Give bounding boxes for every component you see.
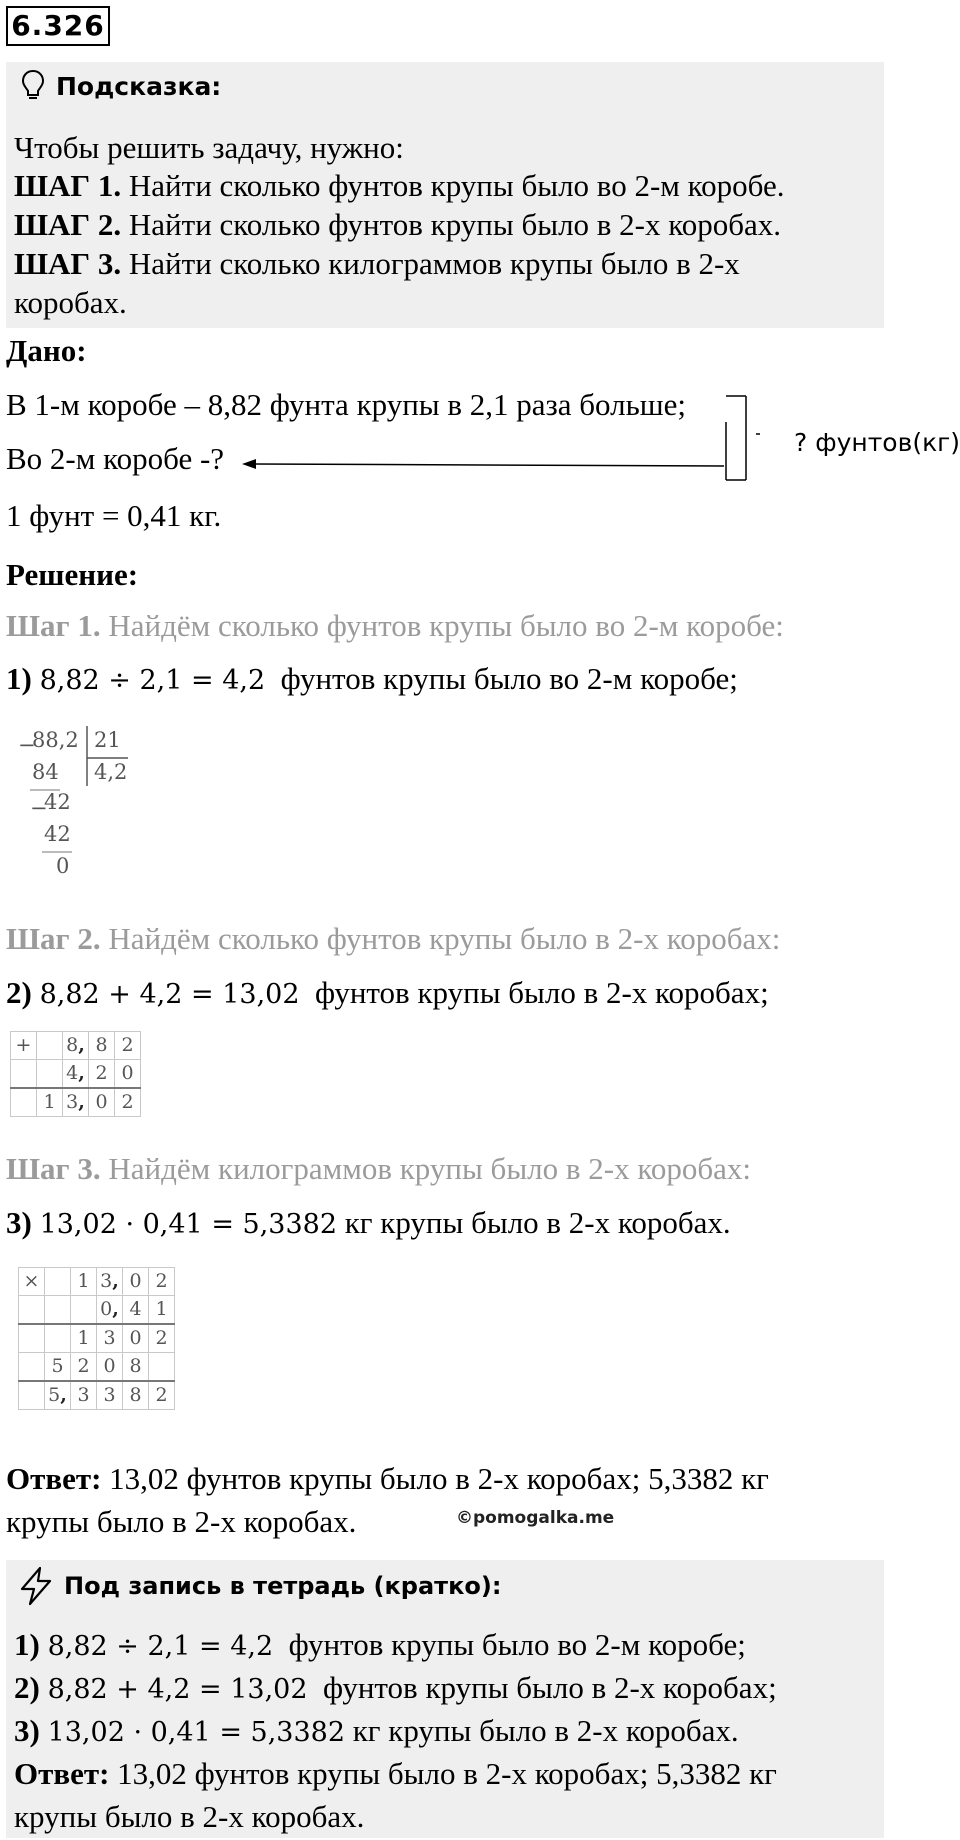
multiplication-grid-cell [45, 1268, 71, 1296]
multiplication-grid [18, 1267, 175, 1410]
notebook-answer-2: крупы было в 2-х коробах. [14, 1799, 365, 1834]
lightbulb-icon [20, 68, 46, 102]
multiplication-grid-cell: 3 [71, 1381, 97, 1410]
multiplication-grid-cell [45, 1296, 71, 1325]
problem-number: 6.326 [6, 6, 110, 46]
hint-intro: Чтобы решить задачу, нужно: [14, 130, 404, 165]
multiplication-grid-cell [45, 1324, 71, 1353]
multiplication-grid-cell: 1 [71, 1324, 97, 1353]
multiplication-grid-cell: × [19, 1268, 45, 1296]
answer-line-1: Ответ: 13,02 фунтов крупы было в 2-х коробах; 5,3382 кг [6, 1461, 769, 1496]
notebook-line-3: 3) 13,02 · 0,41 = 5,3382 кг крупы было в 2-х коробах. [14, 1713, 739, 1748]
step-2-heading: Шаг 2. Найдём сколько фунтов крупы было в 2-х коробах: [6, 921, 781, 956]
multiplication-grid-cell: 2 [149, 1268, 175, 1296]
hint-step-2: ШАГ 2. Найти сколько фунтов крупы было в 2-х коробах. [14, 207, 782, 242]
step-1-calc: 1) 8,82 ÷ 2,1 = 4,2 фунтов крупы было во 2-м коробе; [6, 661, 738, 696]
hint-step-1: ШАГ 1. Найти сколько фунтов крупы было во 2-м коробе. [14, 168, 785, 203]
watermark: ©pomogalka.me [456, 1508, 615, 1528]
given-line-3: 1 фунт = 0,41 кг. [6, 498, 222, 533]
addition-grid-cell: 0 [115, 1060, 141, 1089]
multiplication-grid-cell: 1 [149, 1296, 175, 1325]
given-title: Дано: [6, 333, 87, 368]
hint-step-3: ШАГ 3. Найти сколько килограммов крупы было в 2-х [14, 246, 740, 281]
multiplication-grid-cell: 4 [123, 1296, 149, 1325]
addition-grid-cell: + [11, 1032, 37, 1060]
multiplication-grid-cell [19, 1324, 45, 1353]
multiplication-grid-cell: 2 [71, 1353, 97, 1382]
multiplication-grid-cell: 3, [97, 1268, 123, 1296]
addition-grid-cell [11, 1060, 37, 1089]
multiplication-grid-cell [19, 1353, 45, 1382]
addition-grid-cell [11, 1088, 37, 1117]
multiplication-grid-cell: 0 [97, 1353, 123, 1382]
given-line-2: Во 2-м коробе -? [6, 441, 225, 476]
notebook-line-1: 1) 8,82 ÷ 2,1 = 4,2 фунтов крупы было во 2-м коробе; [14, 1627, 746, 1662]
multiplication-grid-cell: 8 [123, 1381, 149, 1410]
given-line-1: В 1-м коробе – 8,82 фунта крупы в 2,1 раза больше; [6, 387, 687, 422]
solution-title: Решение: [6, 557, 139, 592]
multiplication-grid-cell: 3 [97, 1381, 123, 1410]
given-brace [240, 390, 760, 490]
addition-grid-cell: 8, [63, 1032, 89, 1060]
step-2-calc: 2) 8,82 + 4,2 = 13,02 фунтов крупы было в 2-х коробах; [6, 975, 769, 1010]
brace-label: ? фунтов(кг) [794, 428, 960, 457]
addition-grid [10, 1031, 141, 1117]
addition-grid-cell [37, 1032, 63, 1060]
notebook-title: Под запись в тетрадь (кратко): [64, 1572, 502, 1600]
multiplication-grid-cell [19, 1296, 45, 1325]
multiplication-grid-cell: 2 [149, 1381, 175, 1410]
hint-step-3-cont: коробах. [14, 285, 127, 320]
multiplication-grid-cell [149, 1353, 175, 1382]
notebook-line-2: 2) 8,82 + 4,2 = 13,02 фунтов крупы было в 2-х коробах; [14, 1670, 777, 1705]
multiplication-grid-cell: 5, [45, 1381, 71, 1410]
multiplication-grid-cell: 1 [71, 1268, 97, 1296]
addition-grid-cell: 3, [63, 1088, 89, 1117]
step-3-heading: Шаг 3. Найдём килограммов крупы было в 2-х коробах: [6, 1151, 751, 1186]
multiplication-grid-cell: 0 [123, 1268, 149, 1296]
multiplication-grid-cell: 0, [97, 1296, 123, 1325]
multiplication-grid-cell: 0 [123, 1324, 149, 1353]
addition-grid-cell: 4, [63, 1060, 89, 1089]
addition-grid-cell: 1 [37, 1088, 63, 1117]
multiplication-grid-cell [71, 1296, 97, 1325]
answer-line-2: крупы было в 2-х коробах. [6, 1504, 357, 1539]
addition-grid-cell: 2 [115, 1088, 141, 1117]
notebook-answer-1: Ответ: 13,02 фунтов крупы было в 2-х коробах; 5,3382 кг [14, 1756, 777, 1791]
multiplication-grid-cell: 8 [123, 1353, 149, 1382]
lightning-icon [18, 1566, 54, 1606]
addition-grid-cell: 2 [115, 1032, 141, 1060]
multiplication-grid-cell [19, 1381, 45, 1410]
multiplication-grid-cell: 2 [149, 1324, 175, 1353]
addition-grid-cell: 0 [89, 1088, 115, 1117]
step-3-calc: 3) 13,02 · 0,41 = 5,3382 кг крупы было в 2-х коробах. [6, 1205, 731, 1240]
addition-grid-cell: 8 [89, 1032, 115, 1060]
addition-grid-cell: 2 [89, 1060, 115, 1089]
hint-title: Подсказка: [56, 72, 222, 101]
addition-grid-cell [37, 1060, 63, 1089]
multiplication-grid-cell: 3 [97, 1324, 123, 1353]
step-1-heading: Шаг 1. Найдём сколько фунтов крупы было во 2-м коробе: [6, 608, 784, 643]
multiplication-grid-cell: 5 [45, 1353, 71, 1382]
